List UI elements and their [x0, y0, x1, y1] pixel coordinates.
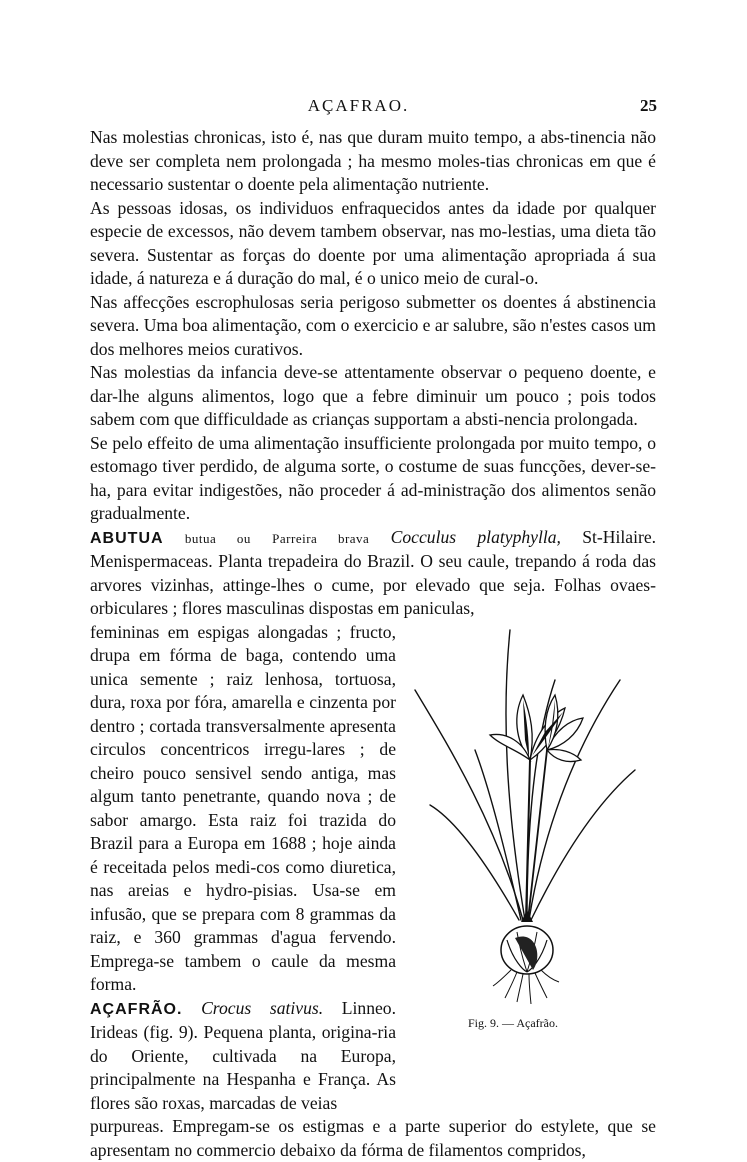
entry-abutua-latin: Cocculus platyphylla,: [390, 526, 561, 547]
entry-abutua-synonyms-2: Parreira brava: [272, 530, 370, 546]
entry-abutua: [90, 526, 656, 621]
page-number: 25: [640, 96, 657, 115]
entry-acafrao-author: Linneo.: [341, 997, 396, 1018]
entry-acafrao-latin: Crocus sativus.: [201, 997, 324, 1018]
paragraph-1: Nas molestias chronicas, isto é, nas que duram muito tempo, a abs-tinencia não deve ser completa nem prolongada ; ha mesmo moles-tias chronicas em que é necessario sustentar o doente pela alimentação nutriente.: [90, 127, 656, 194]
leaf-line: [430, 805, 519, 920]
entry-abutua-text-wrap: femininas em espigas alongadas ; fructo, drupa em fórma de baga, contendo uma unica semente ; raiz lenhosa, tortuosa, dura, roxa por fóra, amarella e cinzenta por dentro ; cortada transversalmente apresenta circulos concentricos irregu-lares ; de cheiro pouco sensivel sendo antiga, mas algum tanto penetrante, quando nova ; de sabor amargo. Esta raiz foi trazida do Brazil para a Europa em 1688 ; hoje ainda é receitada pelos medi-cos como diuretica, nas areias e hydro-pisias. Usa-se em infusão, que se prepara com 8 grammas da raiz, e 360 grammas d'agua fervendo. Emprega-se tambem o caule da mesma forma.: [90, 621, 396, 994]
paragraph-4: Nas molestias da infancia deve-se attentamente observar o pequeno doente, e dar-lhe alguns alimentos, logo que a febre diminuir um pouco ; pois todos sabem com que difficuldade as crianças supportam a absti-nencia prolongada.: [90, 362, 656, 429]
running-title: AÇAFRAO.: [307, 96, 410, 115]
entry-acafrao: [90, 997, 396, 1116]
paragraph-3: Nas affecções escrophulosas seria perigoso submetter os doentes á abstinencia severa. Uma boa alimentação, com o exercicio e ar salubre, são n'estes casos um dos melhores meios curativos.: [90, 291, 656, 359]
leaf-line: [475, 750, 521, 920]
corm: [501, 910, 553, 974]
saffron-illustration: [405, 620, 645, 1020]
roots: [493, 970, 559, 1004]
running-head: [60, 96, 657, 120]
entry-acafrao-text-wrap: Irideas (fig. 9). Pequena planta, origina-ria do Oriente, cultivada na Europa, principalmente na Hespanha e França. As flores são roxas, marcadas de veias: [90, 1022, 396, 1113]
saffron-plant-drawing: [405, 620, 645, 1020]
entry-acafrao-head: AÇAFRÃO.: [90, 1000, 183, 1018]
entry-abutua-head: ABUTUA: [90, 529, 164, 547]
entry-abutua-author: St-Hilaire.: [582, 526, 657, 547]
paragraph-2: As pessoas idosas, os individuos enfraquecidos antes da idade por qualquer especie de excessos, não devem tambem observar, nas mo-lestias, uma dieta tão severa. Sustentar as forças do doente por uma alimentação apropriada á sua idade, á natureza e á duração do mal, é o unico meio de cural-o.: [90, 197, 656, 288]
leaf-line: [531, 770, 635, 920]
entry-acafrao-text-full: purpureas. Empregam-se os estigmas e a parte superior do estylete, que se apresentam no commercio debaixo da fórma de filamentos compridos,: [90, 1116, 656, 1160]
paragraph-5: Se pelo effeito de uma alimentação insufficiente prolongada por muito tempo, o estomago tiver perdido, de alguma sorte, o costume de suas funcções, dever-se-ha, para evitar indigestões, não proceder á ad-ministração dos alimentos senão gradualmente.: [90, 432, 656, 523]
crocus-flowers: [490, 695, 583, 762]
entry-abutua-text-full: Menispermaceas. Planta trepadeira do Brazil. O seu caule, trepando á roda das arvores vizinhas, attinge-lhes o cume, por elevado que seja. Folhas ovaes-orbiculares ; flores masculinas dispostas em paniculas,: [90, 551, 656, 618]
figure-caption: Fig. 9. — Açafrão.: [468, 1016, 558, 1030]
entry-abutua-synonyms-1: butua ou: [184, 530, 251, 546]
